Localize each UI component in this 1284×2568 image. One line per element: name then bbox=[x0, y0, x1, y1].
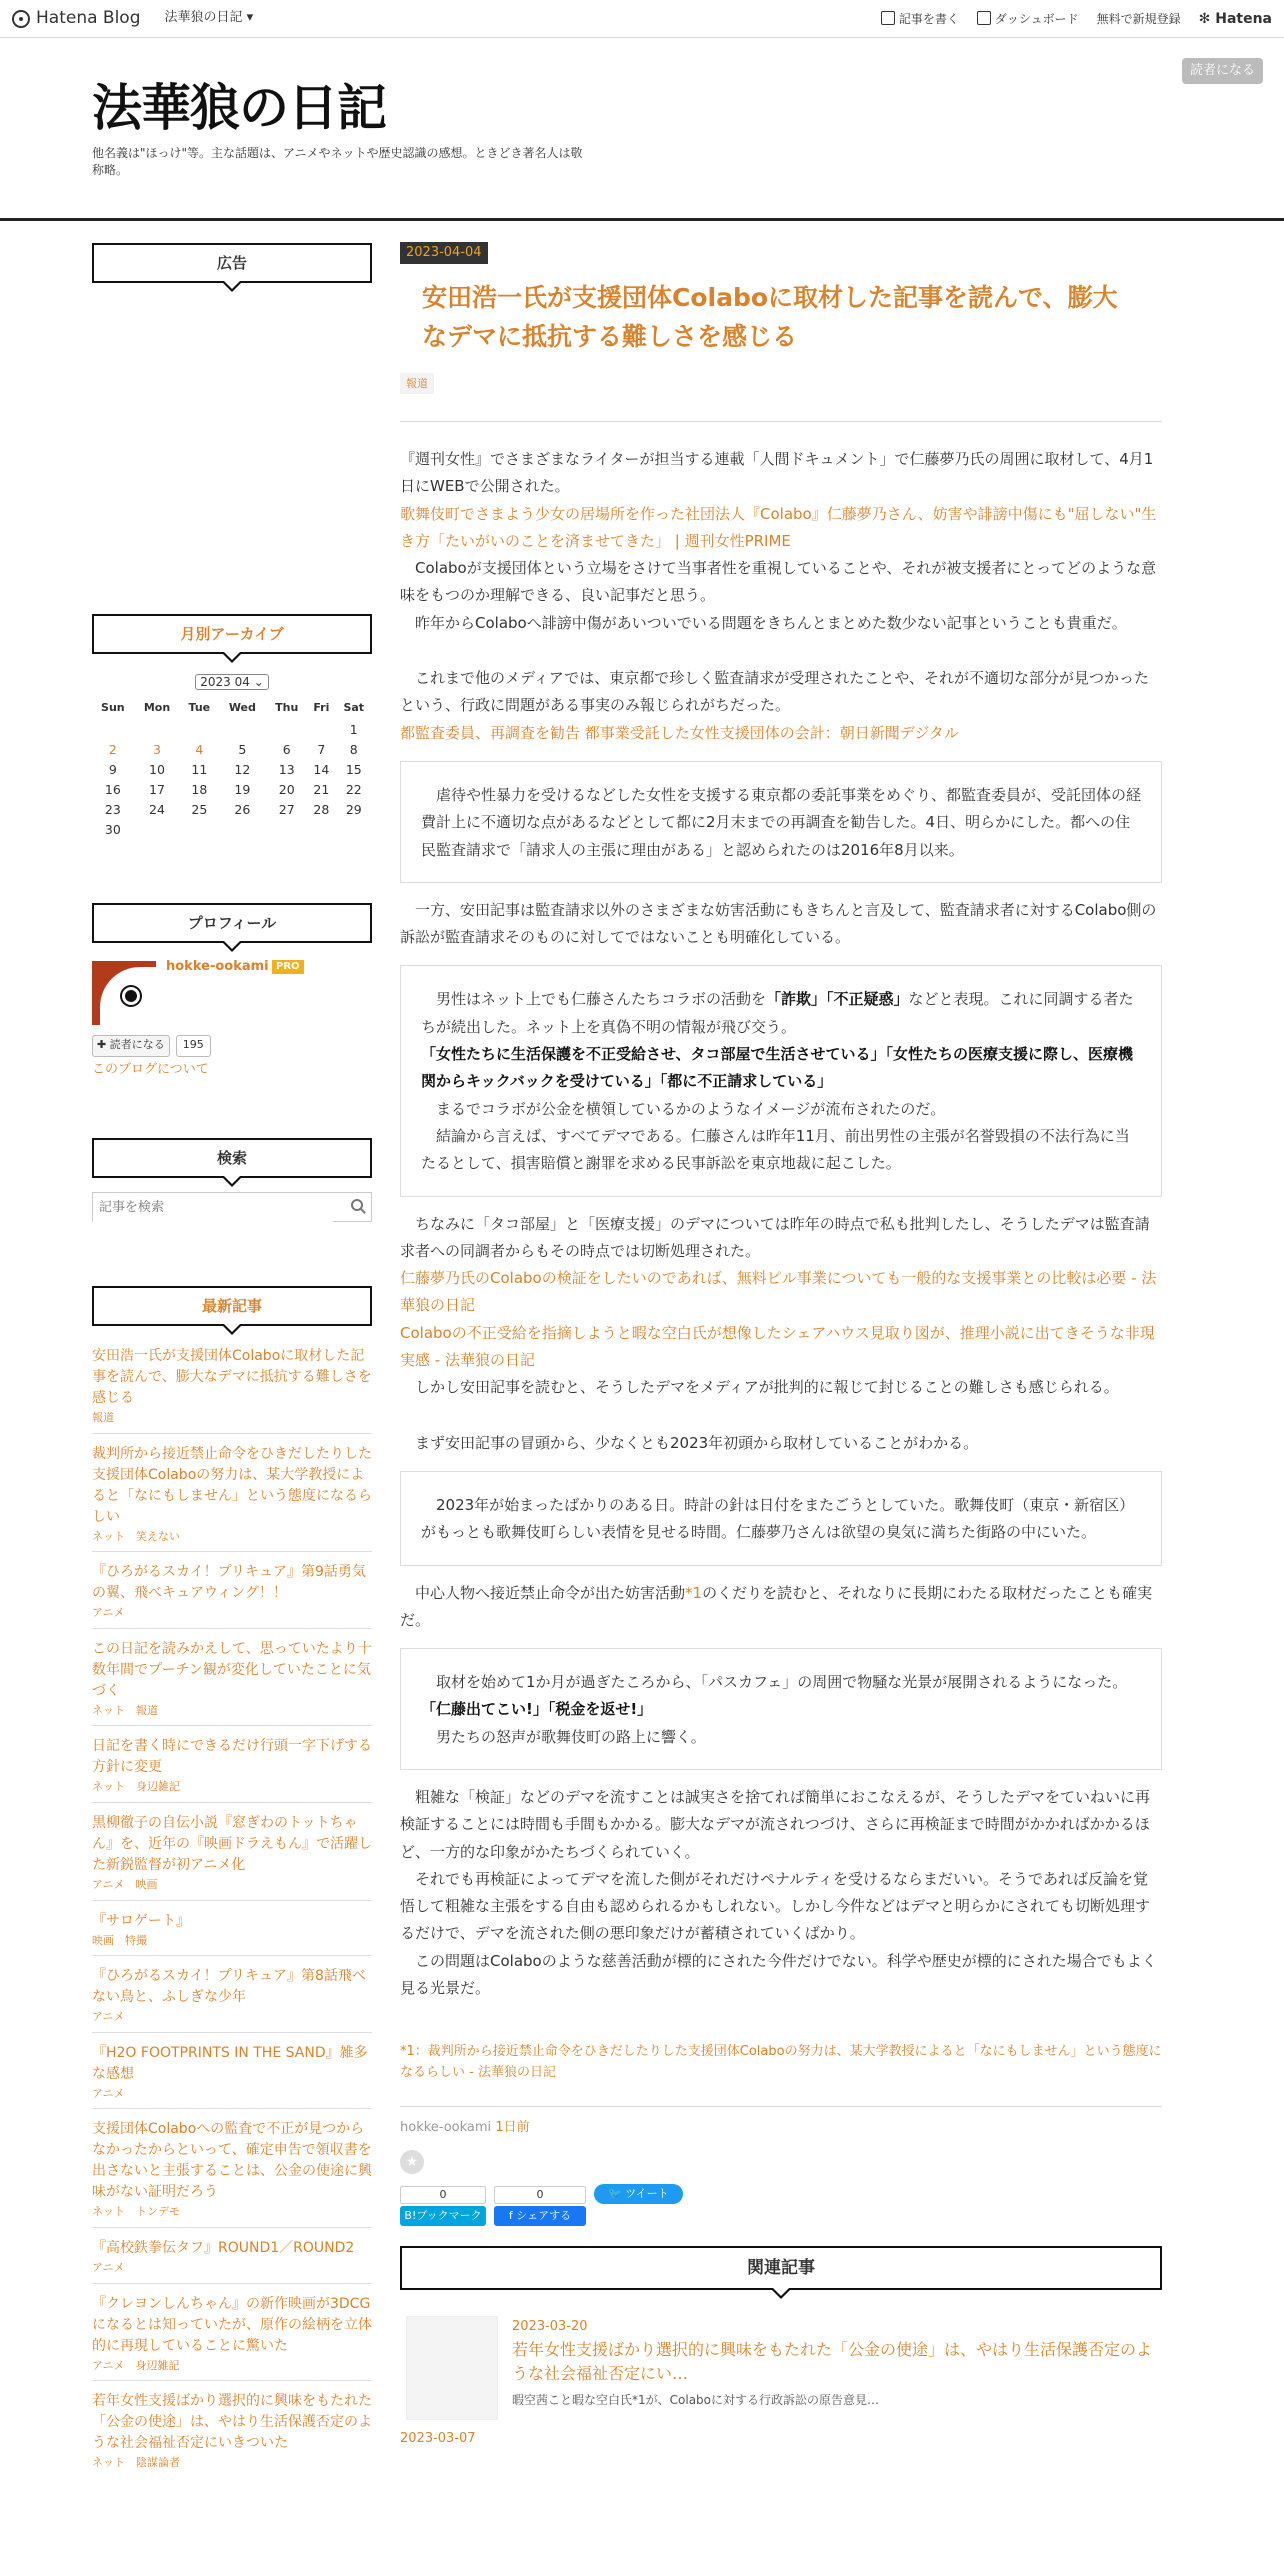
entry-category[interactable]: 報道 bbox=[400, 373, 434, 394]
recent-entry-title[interactable]: 安田浩一氏が支援団体Colaboに取材した記事を読んで、膨大なデマに抵抗する難しさを感じる bbox=[92, 1348, 372, 1406]
quote-text: まるでコラボが公金を横領しているかのようなイメージが流布されたのだ。 結論から言えば、すべてデマである。仁藤さんは昨年11月、前出男性の主張が名誉毀損の不法行為に当たるとして、損害賠償と謝罪を求める民事訴訟を東京地裁に起こした。 bbox=[421, 1099, 1130, 1173]
subscribe-button[interactable]: 読者になる bbox=[1182, 58, 1263, 84]
related-thumbnail bbox=[406, 2316, 498, 2420]
calendar-day: 21 bbox=[313, 782, 330, 797]
blog-description: 他名義は"ほっけ"等。主な話題は、アニメやネットや歴史認識の感想。ときどき著名人は敬称略。 bbox=[92, 146, 583, 178]
calendar-weekday: Mon bbox=[143, 701, 171, 714]
calendar-day: 22 bbox=[345, 782, 362, 797]
hatena-blog-logo[interactable] bbox=[12, 4, 141, 34]
entry-author[interactable]: hokke-ookami bbox=[400, 2119, 492, 2135]
dashboard-icon bbox=[977, 11, 991, 25]
calendar-weekday: Wed bbox=[228, 701, 256, 714]
entry-permalink[interactable]: 1日前 bbox=[495, 2119, 530, 2135]
recent-entry-categories[interactable]: アニメ bbox=[92, 2010, 125, 2024]
search-input[interactable] bbox=[93, 1194, 333, 1222]
calendar-day: 23 bbox=[104, 802, 121, 817]
paragraph: Colaboが支援団体という立場をさけて当事者性を重視していることや、それが被支援者にとってどのような意味をもつのか理解できる、良い記事だと思う。 昨年からColaboへ誹謗中傷があいついでいる問題をきちんとまとめた数少ない記事ということも貴重だ。 bbox=[400, 559, 1157, 632]
recent-entry-categories[interactable]: ネット 報道 bbox=[92, 1703, 158, 1717]
search-title: 検索 bbox=[92, 1138, 372, 1178]
header-actions bbox=[881, 0, 1272, 38]
share-label: f シェアする bbox=[494, 2206, 586, 2226]
hatena-bookmark-button[interactable] bbox=[400, 2186, 486, 2226]
recent-list bbox=[92, 1336, 372, 2478]
calendar-day bbox=[218, 820, 266, 840]
calendar-day bbox=[134, 820, 181, 840]
quote-bold: 「女性たちに生活保護を不正受給させ、タコ部屋で生活させている」「女性たちの医療支援に際し、医療機関からキックバックを受けている」「都に不正請求している」 bbox=[421, 1045, 1134, 1091]
recent-entry[interactable] bbox=[92, 2381, 372, 2478]
recent-entry[interactable] bbox=[92, 1803, 372, 1901]
quote-bold: 「詐欺」 bbox=[766, 990, 827, 1009]
recent-entry-categories[interactable]: ネット トンデモ bbox=[92, 2205, 180, 2219]
quote-bold: 「不正疑惑」 bbox=[826, 990, 909, 1009]
bookmark-count: 0 bbox=[400, 2186, 486, 2204]
recent-entry[interactable] bbox=[92, 1901, 372, 1957]
calendar-day: 6 bbox=[282, 742, 291, 757]
paragraph-text: 中心人物へ接近禁止命令が出た妨害活動 bbox=[400, 1583, 686, 1602]
hatena-label: Hatena bbox=[1215, 10, 1272, 27]
paragraph: まず安田記事の冒頭から、少なくとも2023年初頭から取材していることがわかる。 bbox=[400, 1433, 979, 1452]
recent-entry-title[interactable]: 『サロゲート』 bbox=[92, 1912, 190, 1929]
blog-header bbox=[0, 38, 1284, 221]
profile-subscribe-label: 読者になる bbox=[109, 1038, 165, 1051]
calendar-day-link[interactable]: 4 bbox=[195, 742, 204, 757]
archive-calendar bbox=[92, 696, 372, 840]
paragraph: 一方、安田記事は監査請求以外のさまざまな妨害活動にもきちんと言及して、監査請求者に対するColabo側の訴訟が監査請求そのものに対してではないことも明確化している。 bbox=[400, 900, 1157, 947]
search-box bbox=[92, 1192, 372, 1222]
article-link[interactable]: 歌舞伎町でさまよう少女の居場所を作った社団法人『Colabo』仁藤夢乃さん、妨害や誹謗中傷にも"屈しない"生き方「たいがいのことを済ませてきた」 | 週刊女性PRIME bbox=[400, 504, 1157, 550]
paragraph: 『週刊女性』でさまざまなライターが担当する連載「人間ドキュメント」で仁藤夢乃氏の周囲に取材して、4月1日にWEBで公開された。 bbox=[400, 450, 1154, 496]
related-title: 関連記事 bbox=[400, 2246, 1162, 2290]
recent-entry[interactable] bbox=[92, 1336, 372, 1434]
recent-entry[interactable] bbox=[92, 1726, 372, 1803]
quote-text: などと表現。これに同調する者たちが続出した。ネット上を真偽不明の情報が飛び交う。 bbox=[421, 990, 1134, 1036]
profile-id[interactable]: hokke-ookami bbox=[166, 959, 269, 974]
paragraph: 粗雑な「検証」などのデマを流すことは誠実さを捨てれば簡単におこなえるが、そうしたデマをていねいに再検証することには時間も手間もかかる。膨大なデマが流されつづけ、さらに再検証まで時間がかかればかかるほど、一方的な印象がかたちづくられていく。 それでも再検証によってデマを流した側がそれだけペナルティを受けるならまだいい。そうであれば反論を覚悟して粗雑な主張をする自由も認められるかもしれない。しかし今件などはデマと明らかにされても切断処理するだけで、デマを流された側の悪印象だけが蓄積されていくばかり。 この問題はColaboのような慈善活動が標的にされた今件だけでない。科学や歴史が標的にされた場合でもよく見る光景だ。 bbox=[400, 1787, 1157, 1998]
related-date: 2023-03-07 bbox=[400, 2430, 476, 2446]
recent-entry[interactable] bbox=[92, 2284, 372, 2382]
write-label: 記事を書く bbox=[898, 11, 959, 26]
quote-text: 取材を始めて1か月が過ぎたころから、「パスカフェ」の周囲で物騒な光景が展開されるようになった。 bbox=[421, 1673, 1128, 1692]
entry-meta bbox=[400, 2117, 1162, 2140]
calendar-day: 24 bbox=[149, 802, 165, 817]
calendar-day: 18 bbox=[191, 782, 208, 797]
calendar-day bbox=[307, 820, 335, 840]
hatena-blog-label: Hatena Blog bbox=[36, 7, 141, 28]
paragraph: しかし安田記事を読むと、そうしたデマをメディアが批判的に報じて封じることの難しさも感じられる。 bbox=[400, 1378, 1119, 1397]
calendar-day bbox=[266, 820, 307, 840]
pro-badge: PRO bbox=[272, 960, 304, 974]
recent-entry-title[interactable]: 若年女性支援ばかり選択的に興味をもたれた「公金の使途」は、やはり生活保護否定のような社会福祉否定にいきついた bbox=[92, 2393, 372, 2452]
global-header bbox=[0, 0, 1284, 38]
sidebar-recent bbox=[92, 1286, 372, 2478]
calendar-day bbox=[92, 720, 134, 740]
paragraph bbox=[400, 1580, 1162, 1635]
calendar-day bbox=[180, 820, 218, 840]
calendar-day: 11 bbox=[191, 762, 208, 777]
archive-select-value: 2023 04 bbox=[200, 675, 250, 689]
calendar-day: 5 bbox=[238, 742, 247, 757]
recent-entry-categories[interactable]: 映画 特撮 bbox=[92, 1933, 147, 1947]
profile-title: プロフィール bbox=[92, 903, 372, 943]
write-entry-link[interactable] bbox=[881, 9, 959, 30]
twitter-icon: 🐦 bbox=[608, 2186, 622, 2200]
archive-title: 月別アーカイブ bbox=[92, 614, 372, 654]
dashboard-label: ダッシュボード bbox=[994, 11, 1079, 26]
related-item[interactable] bbox=[400, 2316, 1162, 2428]
recent-entry-title[interactable]: 日記を書く時にできるだけ行頭一字下げする方針に変更 bbox=[92, 1738, 372, 1776]
calendar-day: 7 bbox=[317, 742, 326, 757]
calendar-day: 14 bbox=[313, 762, 330, 777]
recent-entry-title[interactable]: 『ひろがるスカイ！プリキュア』第9話勇気の翼、飛べキュアウィング！！ bbox=[92, 1564, 366, 1602]
recent-entry-categories[interactable]: アニメ bbox=[92, 2086, 125, 2100]
footnote-ref[interactable]: *1 bbox=[685, 1583, 703, 1602]
calendar-day: 30 bbox=[104, 822, 121, 837]
entry bbox=[400, 238, 1162, 2450]
profile-avatar[interactable] bbox=[92, 961, 156, 1025]
paragraph: これまで他のメディアでは、東京都で珍しく監査請求が受理されたことや、それが不適切な部分が見つかったという、行政に問題がある事実のみ報じられがちだった。 bbox=[400, 669, 1149, 715]
article-link[interactable]: 仁藤夢乃氏のColaboの検証をしたいのであれば、無料ピル事業についても一般的な支援事業との比較は必要 - 法華狼の日記 bbox=[400, 1269, 1157, 1315]
recent-entry-title[interactable]: 黒柳徹子の自伝小説『窓ぎわのトットちゃん』を、近年の『映画ドラえもん』で活躍した新鋭監督が初アニメ化 bbox=[92, 1814, 372, 1873]
recent-entry[interactable] bbox=[92, 1956, 372, 2033]
recent-entry-title[interactable]: 裁判所から接近禁止命令をひきだしたりした支援団体Colaboの努力は、某大学教授によると「なにもしません」という態度になるらしい bbox=[92, 1445, 372, 1525]
facebook-share-button[interactable] bbox=[494, 2186, 586, 2226]
recent-entry-categories[interactable]: アニメ bbox=[92, 1606, 125, 1620]
article-link[interactable]: 都監査委員、再調査を勧告 都事業受託した女性支援団体の会計：朝日新聞デジタル bbox=[400, 723, 959, 742]
entry-title[interactable]: 安田浩一氏が支援団体Colaboに取材した記事を読んで、膨大なデマに抵抗する難しさを感じる bbox=[422, 283, 1118, 351]
calendar-day: 13 bbox=[278, 762, 295, 777]
calendar-day: 12 bbox=[234, 762, 251, 777]
recent-entry-categories[interactable]: ネット 笑えない bbox=[92, 1529, 180, 1543]
calendar-day: 10 bbox=[149, 762, 165, 777]
profile-subscribe-button[interactable]: ✚ 読者になる bbox=[92, 1035, 170, 1057]
recent-entry[interactable] bbox=[92, 1629, 372, 1727]
star-add-icon[interactable]: ★ bbox=[400, 2150, 424, 2174]
calendar-day: 28 bbox=[313, 802, 330, 817]
quote-text: 男たちの怒声が歌舞伎町の路上に響く。 bbox=[421, 1727, 706, 1746]
hatena-logo-icon bbox=[12, 10, 30, 28]
tweet-button[interactable] bbox=[594, 2184, 683, 2204]
about-blog-link[interactable]: このブログについて bbox=[92, 1062, 209, 1077]
share-count: 0 bbox=[494, 2186, 586, 2204]
calendar-day: 8 bbox=[349, 742, 358, 757]
related-item-title: 若年女性支援ばかり選択的に興味をもたれた「公金の使途」は、やはり生活保護否定のような社会福祉否定にい… bbox=[512, 2339, 1153, 2383]
bookmark-label: B!ブックマーク bbox=[400, 2206, 486, 2226]
calendar-day[interactable] bbox=[92, 740, 134, 760]
recent-entry-title[interactable]: この日記を読みかえして、思っていたより十数年間でプーチン観が変化していたことに気づく bbox=[92, 1640, 372, 1699]
sidebar-ad bbox=[92, 243, 372, 283]
recent-entry[interactable] bbox=[92, 2109, 372, 2228]
recent-entry-title[interactable]: 『ひろがるスカイ！プリキュア』第8話飛べない鳥と、ふしぎな少年 bbox=[92, 1968, 366, 2006]
paragraph-text: のくだりを読むと、それなりに長期にわたる取材だったことも確実だ。 bbox=[400, 1583, 1153, 1629]
calendar-day[interactable] bbox=[180, 740, 218, 760]
archive-month-select[interactable]: 2023 04 ⌄ bbox=[195, 674, 269, 690]
calendar-day-link[interactable]: 2 bbox=[108, 742, 117, 757]
calendar-weekday: Fri bbox=[313, 701, 330, 714]
calendar-day[interactable] bbox=[134, 740, 181, 760]
reader-count: 195 bbox=[176, 1035, 211, 1057]
ad-title: 広告 bbox=[92, 243, 372, 283]
sidebar-profile bbox=[92, 903, 372, 1082]
quote-text: 男性はネット上でも仁藤さんたちコラボの活動を bbox=[421, 990, 767, 1009]
recent-entry[interactable] bbox=[92, 2228, 372, 2284]
related-snippet: 暇空茜こと暇な空白氏*1が、Colaboに対する行政訴訟の原告意見… bbox=[512, 2392, 880, 2407]
recent-entry-categories[interactable]: 報道 bbox=[92, 1411, 114, 1424]
tweet-label: ツイート bbox=[625, 2186, 669, 2200]
recent-entry[interactable] bbox=[92, 1552, 372, 1629]
recent-entry-categories[interactable]: ネット 身辺雑記 bbox=[92, 1780, 180, 1794]
blockquote bbox=[400, 965, 1162, 1196]
calendar-weekday: Thu bbox=[275, 701, 299, 714]
hatena-link[interactable] bbox=[1199, 7, 1272, 32]
recent-entry-title[interactable]: 支援団体Colaboへの監査で不正が見つからなかったからといって、確定申告で領収書を出さないと主張することは、公金の使途に興味がない証明だろう bbox=[92, 2121, 372, 2201]
dashboard-link[interactable] bbox=[977, 9, 1079, 30]
share-buttons bbox=[400, 2184, 1162, 2226]
signup-link[interactable]: 無料で新規登録 bbox=[1096, 11, 1181, 26]
calendar-day: 29 bbox=[345, 802, 362, 817]
blog-menu[interactable]: 法華狼の日記 ▾ bbox=[164, 10, 254, 26]
footnote[interactable]: *1：裁判所から接近禁止命令をひきだしたりした支援団体Colaboの努力は、某大学教授によると「なにもしません」という態度になるらしい - 法華狼の日記 bbox=[400, 2044, 1162, 2081]
recent-entry-title[interactable]: 『高校鉄拳伝タフ』ROUND1／ROUND2 bbox=[92, 2239, 355, 2256]
calendar-day: 25 bbox=[191, 802, 208, 817]
blockquote bbox=[400, 1648, 1162, 1770]
recent-title: 最新記事 bbox=[92, 1286, 372, 1326]
blog-title[interactable]: 法華狼の日記 bbox=[92, 79, 386, 137]
divider bbox=[400, 421, 1162, 422]
search-icon-handle bbox=[360, 1208, 366, 1214]
calendar-day bbox=[180, 720, 218, 740]
blockquote: 虐待や性暴力を受けるなどした女性を支援する東京都の委託事業をめぐり、都監査委員が、受託団体の経費計上に不適切な点があるなどとして都に2月末までの再調査を勧告した。4日、明らかにした。都への住民監査請求で「請求人の主張に理由がある」と認められたのは2016年8月以来。 bbox=[400, 761, 1162, 883]
calendar-weekday: Sun bbox=[101, 701, 125, 714]
calendar-day: 17 bbox=[149, 782, 165, 797]
calendar-day bbox=[218, 720, 266, 740]
recent-entry-categories[interactable]: アニメ 身辺雑記 bbox=[92, 2358, 180, 2372]
divider bbox=[400, 2106, 1162, 2107]
article-link[interactable]: Colaboの不正受給を指摘しようと暇な空白氏が想像したシェアハウス見取り図が、推理小説に出てきそうな非現実感 - 法華狼の日記 bbox=[400, 1323, 1155, 1370]
calendar-day: 19 bbox=[234, 782, 251, 797]
paragraph: ちなみに「タコ部屋」と「医療支援」のデマについては昨年の時点で私も批判したし、そうしたデマは監査請求者への同調者からもその時点では切断処理された。 bbox=[400, 1214, 1150, 1260]
calendar-day: 20 bbox=[278, 782, 295, 797]
recent-entry-categories[interactable]: アニメ 映画 bbox=[92, 1877, 158, 1891]
blockquote: 2023年が始まったばかりのある日。時計の針は日付をまたごうとしていた。歌舞伎町（東京・新宿区）がもっとも歌舞伎町らしい表情を見せる時間。仁藤夢乃さんは欲望の臭気に満ちた街路の中にいた。 bbox=[400, 1471, 1162, 1566]
hatena-star-icon: ✻ bbox=[1198, 10, 1216, 27]
calendar-day: 1 bbox=[349, 722, 358, 737]
pencil-icon bbox=[881, 11, 895, 25]
recent-entry[interactable] bbox=[92, 1434, 372, 1553]
calendar-day bbox=[134, 720, 181, 740]
calendar-day: 16 bbox=[104, 782, 121, 797]
recent-entry-categories[interactable]: アニメ bbox=[92, 2260, 125, 2274]
calendar-weekday: Tue bbox=[188, 701, 211, 714]
calendar-weekday: Sat bbox=[343, 701, 365, 714]
recent-entry-categories[interactable]: ネット 陰謀論者 bbox=[92, 2456, 180, 2470]
recent-entry-title[interactable]: 『H2O FOOTPRINTS IN THE SAND』雑多な感想 bbox=[92, 2044, 368, 2082]
calendar-day bbox=[266, 720, 307, 740]
calendar-day: 15 bbox=[345, 762, 362, 777]
recent-entry-title[interactable]: 『クレヨンしんちゃん』の新作映画が3DCGになるとは知っていたが、原作の絵柄を立体的に再現していることに驚いた bbox=[92, 2295, 372, 2354]
calendar-day: 9 bbox=[108, 762, 117, 777]
entry-date[interactable]: 2023-04-04 bbox=[400, 242, 488, 264]
sidebar-archive bbox=[92, 614, 372, 840]
quote-bold: 「仁藤出てこい!」「税金を返せ!」 bbox=[421, 1700, 653, 1719]
recent-entry[interactable] bbox=[92, 2033, 372, 2110]
calendar-day-link[interactable]: 3 bbox=[153, 742, 161, 757]
sidebar-search bbox=[92, 1138, 372, 1222]
calendar-day: 26 bbox=[234, 802, 251, 817]
calendar-day bbox=[307, 720, 335, 740]
related-date: 2023-03-20 bbox=[512, 2318, 588, 2334]
calendar-day: 27 bbox=[278, 802, 295, 817]
calendar-day bbox=[336, 820, 372, 840]
